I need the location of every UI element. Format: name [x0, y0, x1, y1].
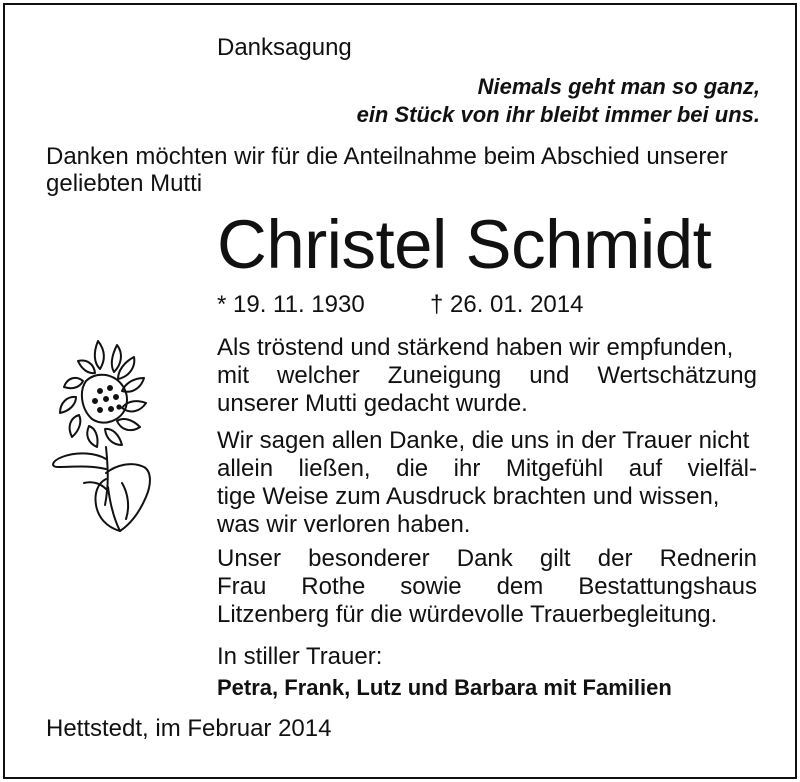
sunflower-icon: [48, 333, 158, 538]
paragraph-3-line-2: Frau Rothe sowie dem Bestattungshaus: [217, 573, 757, 600]
paragraph-2-line-3: tige Weise zum Ausdruck brachten und wissen,: [217, 483, 720, 510]
notice-heading: Danksagung: [217, 34, 352, 61]
paragraph-1-line-1: Als tröstend und stärkend haben wir empfunden,: [217, 334, 734, 361]
paragraph-2: [217, 427, 757, 539]
paragraph-2-line-1: Wir sagen allen Danke, die uns in der Trauer nicht: [217, 427, 750, 454]
family-signature: Petra, Frank, Lutz und Barbara mit Familien: [217, 675, 672, 700]
place-date: Hettstedt, im Februar 2014: [46, 715, 332, 742]
paragraph-3: [217, 545, 757, 629]
mourning-line: In stiller Trauer:: [217, 643, 383, 670]
paragraph-3-line-1: Unser besonderer Dank gilt der Rednerin: [217, 545, 757, 572]
paragraph-2-line-4: was wir verloren haben.: [217, 511, 471, 538]
paragraph-3-line-3: Litzenberg für die würdevolle Trauerbegleitung.: [217, 601, 718, 628]
paragraph-1-line-3: unserer Mutti gedacht wurde.: [217, 390, 528, 417]
intro-line-1: Danken möchten wir für die Anteilnahme beim Abschied unserer: [46, 143, 728, 170]
quote-line-2: ein Stück von ihr bleibt immer bei uns.: [356, 102, 760, 127]
intro-line-2: geliebten Mutti: [46, 170, 203, 197]
quote-line-1: Niemals geht man so ganz,: [477, 74, 760, 99]
paragraph-1: [217, 334, 757, 418]
deceased-name: Christel Schmidt: [217, 206, 712, 283]
paragraph-1-line-2: mit welcher Zuneigung und Wertschätzung: [217, 362, 757, 389]
birth-date: * 19. 11. 1930: [217, 291, 365, 318]
paragraph-2-line-2: allein ließen, die ihr Mitgefühl auf vielfäl-: [217, 455, 757, 482]
death-date: † 26. 01. 2014: [430, 291, 584, 318]
